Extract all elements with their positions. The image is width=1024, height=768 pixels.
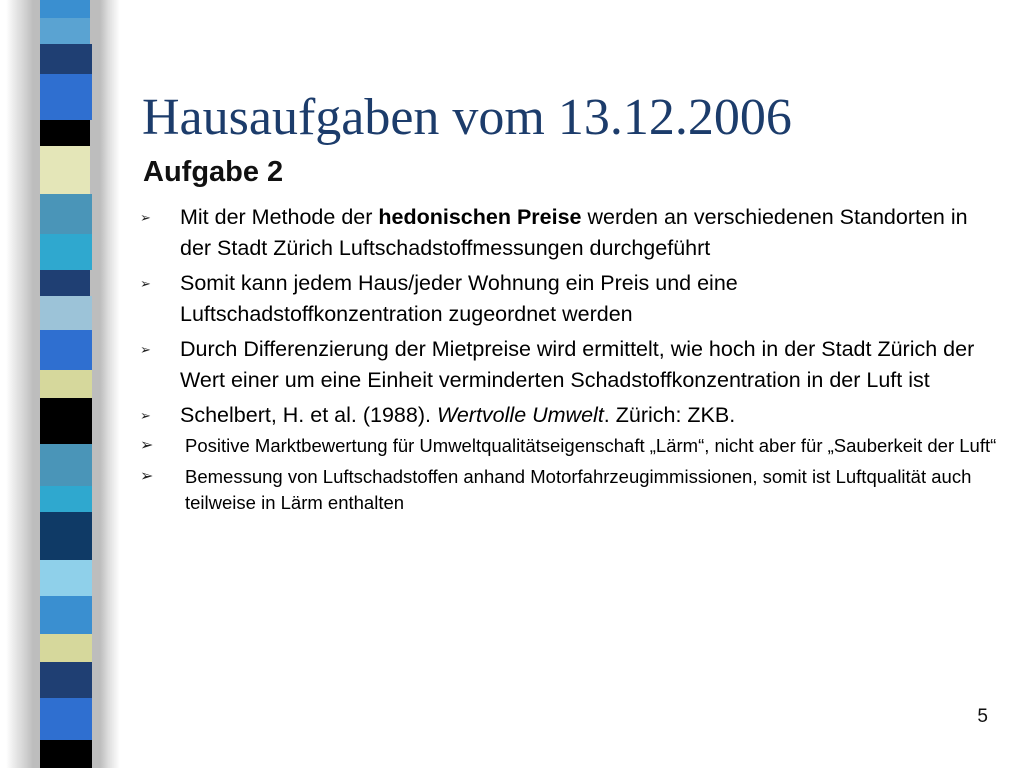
bullet-text: . Zürich: ZKB. [603, 403, 736, 427]
decorative-stripe [40, 560, 92, 596]
arrowhead-bullet-icon: ➢ [140, 210, 151, 225]
slide-subtitle: Aufgabe 2 [143, 156, 284, 188]
decorative-stripe [40, 330, 92, 370]
decorative-stripe [40, 486, 92, 512]
sub-bullet-item [140, 433, 1000, 459]
decorative-stripe-bar [40, 0, 90, 768]
bullet-text-italic: Wertvolle Umwelt [436, 403, 604, 427]
sub-bullet-list [140, 433, 1000, 516]
decorative-stripe [40, 370, 92, 398]
decorative-stripe [40, 18, 90, 44]
arrowhead-bullet-icon: ➢ [140, 467, 154, 485]
bullet-text: werden an verschiedenen Standorten in der Stadt Zürich Luftschadstoffmessungen durchgeführt [180, 205, 968, 260]
decorative-stripe [40, 740, 92, 768]
slide-title: Hausaufgaben vom 13.12.2006 [142, 89, 792, 146]
bullet-item [140, 334, 1000, 395]
bullet-text: Mit der Methode der [180, 205, 379, 229]
decorative-stripe [40, 444, 92, 486]
decorative-stripe [40, 194, 92, 234]
decorative-stripe [40, 74, 92, 120]
decorative-stripe [40, 296, 92, 330]
page-number: 5 [977, 706, 988, 727]
decorative-stripe [40, 234, 92, 270]
bullet-item [140, 202, 1000, 263]
bullet-text: Durch Differenzierung der Mietpreise wird ermittelt, wie hoch in der Stadt Zürich der Wert einer um eine Einheit verminderten Schadstoffkonzentration in der Luft ist [180, 337, 975, 392]
decorative-stripe [40, 120, 90, 146]
decorative-stripe [40, 146, 90, 194]
bullet-text: Schelbert, H. et al. (1988). [180, 403, 437, 427]
bullet-item [140, 400, 1000, 516]
decorative-stripe [40, 512, 92, 560]
decorative-stripe [40, 634, 92, 662]
sub-bullet-item [140, 464, 1000, 516]
sub-bullet-text: Positive Marktbewertung für Umweltqualitätseigenschaft „Lärm“, nicht aber für „Sauberkeit der Luft“ [185, 434, 997, 456]
bullet-item [140, 268, 1000, 329]
decorative-stripe [40, 270, 90, 296]
decorative-stripe [40, 662, 92, 698]
decorative-stripe [40, 596, 92, 634]
sub-bullet-text: Bemessung von Luftschadstoffen anhand Motorfahrzeugimmissionen, somit ist Luftqualität auch teilweise in Lärm enthalten [185, 465, 972, 513]
decorative-stripe [40, 44, 92, 74]
bullet-list [140, 202, 1000, 521]
bullet-text: Somit kann jedem Haus/jeder Wohnung ein Preis und eine Luftschadstoffkonzentration zugeordnet werden [180, 271, 738, 326]
bullet-text-bold: hedonischen Preise [378, 205, 582, 229]
decorative-stripe [40, 398, 92, 444]
arrowhead-bullet-icon: ➢ [140, 408, 151, 423]
decorative-stripe [40, 0, 90, 18]
arrowhead-bullet-icon: ➢ [140, 342, 151, 357]
decorative-stripe [40, 698, 92, 740]
arrowhead-bullet-icon: ➢ [140, 276, 151, 291]
arrowhead-bullet-icon: ➢ [140, 436, 154, 454]
